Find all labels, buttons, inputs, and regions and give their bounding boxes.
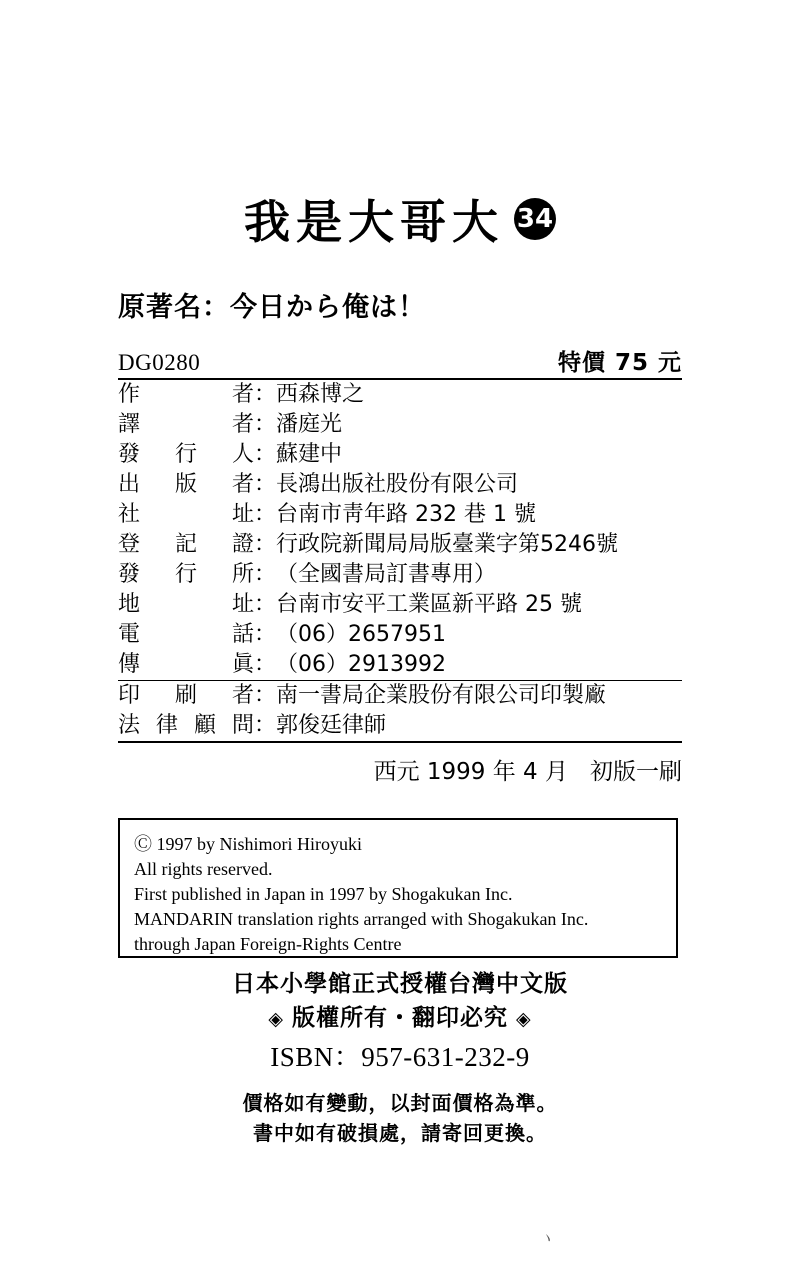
imprint-label — [118, 470, 254, 500]
product-code: DG0280 — [118, 350, 201, 375]
imprint-label-char: 社 — [118, 502, 141, 527]
original-title-value: 今日から俺は！ — [230, 292, 426, 323]
imprint-colon: ： — [254, 562, 277, 587]
imprint-label — [118, 650, 254, 680]
stray-ink-mark: 丶 — [537, 1229, 557, 1250]
notice-block — [0, 1089, 800, 1149]
original-title-label: 原著名： — [118, 292, 230, 323]
rule-bottom — [118, 741, 682, 743]
imprint-label-char: 出 — [118, 472, 141, 497]
imprint-value: 行政院新聞局局版臺業字第5246號 — [276, 532, 619, 557]
imprint-label-char: 電 — [118, 622, 141, 647]
bottom-block — [0, 968, 800, 1149]
imprint-row — [118, 380, 682, 410]
volume-badge: 34 — [514, 198, 556, 240]
imprint-label — [118, 560, 254, 590]
title-row — [0, 186, 800, 252]
imprint-label-char: 譯 — [118, 412, 141, 437]
imprint-row — [118, 711, 682, 741]
imprint-label-char: 發 — [118, 562, 141, 587]
imprint-colon: ： — [254, 502, 277, 527]
imprint-label-char: 作 — [118, 382, 141, 407]
imprint-label-char: 者 — [231, 472, 254, 497]
rights-line — [0, 1000, 800, 1037]
imprint-label — [118, 500, 254, 530]
imprint-value: 台南市安平工業區新平路 25 號 — [276, 592, 582, 617]
imprint-label — [118, 711, 254, 741]
imprint-value: 南一書局企業股份有限公司印製廠 — [276, 683, 607, 708]
original-title — [118, 285, 426, 324]
imprint-label-char: 刷 — [174, 683, 197, 708]
imprint-label-char: 證 — [231, 532, 254, 557]
imprint-value: 郭俊廷律師 — [276, 713, 387, 738]
imprint-label-char: 地 — [118, 592, 141, 617]
imprint-colon: ： — [254, 472, 277, 497]
imprint-label-char: 眞 — [231, 652, 254, 677]
imprint-label-char: 顧 — [193, 713, 216, 738]
edition-row — [118, 753, 682, 786]
imprint-row — [118, 500, 682, 530]
imprint-colon: ： — [254, 683, 277, 708]
imprint-table — [118, 378, 682, 743]
imprint-label-char: 者 — [231, 382, 254, 407]
imprint-label-char: 者 — [231, 412, 254, 437]
imprint-label — [118, 530, 254, 560]
imprint-value: 台南市靑年路 232 巷 1 號 — [276, 502, 536, 527]
copyright-line: through Japan Foreign-Rights Centre — [134, 934, 402, 954]
copyright-line: MANDARIN translation rights arranged with Shogakukan Inc. — [134, 909, 589, 929]
price: 特價 75 元 — [557, 350, 682, 376]
imprint-row — [118, 410, 682, 440]
imprint-value: （全國書局訂書專用） — [276, 562, 497, 587]
imprint-label — [118, 681, 254, 711]
notice-line-2: 書中如有破損處，請寄回更換。 — [253, 1123, 547, 1145]
edition-printing: 初版一刷 — [590, 759, 682, 785]
imprint-label-char: 行 — [174, 562, 197, 587]
copyright-line: All rights reserved. — [134, 859, 273, 879]
imprint-label — [118, 620, 254, 650]
imprint-label — [118, 410, 254, 440]
imprint-colon: ： — [254, 382, 277, 407]
imprint-label-char: 所 — [231, 562, 254, 587]
authorization-line: 日本小學館正式授權台灣中文版 — [232, 971, 568, 997]
imprint-label-char: 者 — [231, 683, 254, 708]
imprint-label — [118, 590, 254, 620]
imprint-label-char: 法 — [118, 713, 141, 738]
isbn: ISBN：957-631-232-9 — [270, 1042, 530, 1072]
code-price-row — [118, 344, 682, 377]
imprint-label — [118, 380, 254, 410]
imprint-colon: ： — [254, 532, 277, 557]
notice-line-1: 價格如有變動，以封面價格為準。 — [242, 1093, 558, 1115]
imprint-colon: ： — [254, 412, 277, 437]
imprint-label-char: 發 — [118, 442, 141, 467]
imprint-row — [118, 440, 682, 470]
imprint-label-char: 址 — [231, 502, 254, 527]
imprint-row — [118, 560, 682, 590]
imprint-colon: ： — [254, 652, 277, 677]
imprint-label-char: 傳 — [118, 652, 141, 677]
imprint-colon: ： — [254, 622, 277, 647]
edition-date: 西元 1999 年 4 月 — [373, 759, 568, 785]
imprint-value: （06）2657951 — [276, 622, 446, 647]
imprint-value: 蘇建中 — [276, 442, 343, 467]
imprint-label-char: 話 — [231, 622, 254, 647]
imprint-colon: ： — [254, 442, 277, 467]
imprint-colon: ： — [254, 713, 277, 738]
copyright-line: Ⓒ 1997 by Nishimori Hiroyuki — [134, 834, 362, 854]
imprint-colon: ： — [254, 592, 277, 617]
imprint-value: 潘庭光 — [276, 412, 343, 437]
copyright-box — [118, 818, 678, 958]
diamond-icon-left: ◈ — [268, 1008, 284, 1030]
imprint-row — [118, 620, 682, 650]
imprint-label-char: 律 — [155, 713, 178, 738]
imprint-row — [118, 470, 682, 500]
copyright-line: First published in Japan in 1997 by Shogakukan Inc. — [134, 884, 513, 904]
imprint-label-char: 問 — [231, 713, 254, 738]
imprint-label-char: 行 — [174, 442, 197, 467]
imprint-label-char: 址 — [231, 592, 254, 617]
imprint-row — [118, 681, 682, 711]
imprint-label-char: 版 — [174, 472, 197, 497]
imprint-label-char: 人 — [231, 442, 254, 467]
imprint-row — [118, 590, 682, 620]
imprint-row — [118, 650, 682, 680]
imprint-label-char: 印 — [118, 683, 141, 708]
imprint-value: （06）2913992 — [276, 652, 446, 677]
imprint-value: 西森博之 — [276, 382, 365, 407]
imprint-label-char: 登 — [118, 532, 141, 557]
page-title: 我是大哥大 — [244, 195, 504, 249]
imprint-value: 長鴻出版社股份有限公司 — [276, 472, 519, 497]
imprint-label — [118, 440, 254, 470]
rights-text: 版權所有・翻印必究 — [292, 1005, 508, 1031]
imprint-label-char: 記 — [174, 532, 197, 557]
imprint-row — [118, 530, 682, 560]
diamond-icon-right: ◈ — [516, 1008, 532, 1030]
